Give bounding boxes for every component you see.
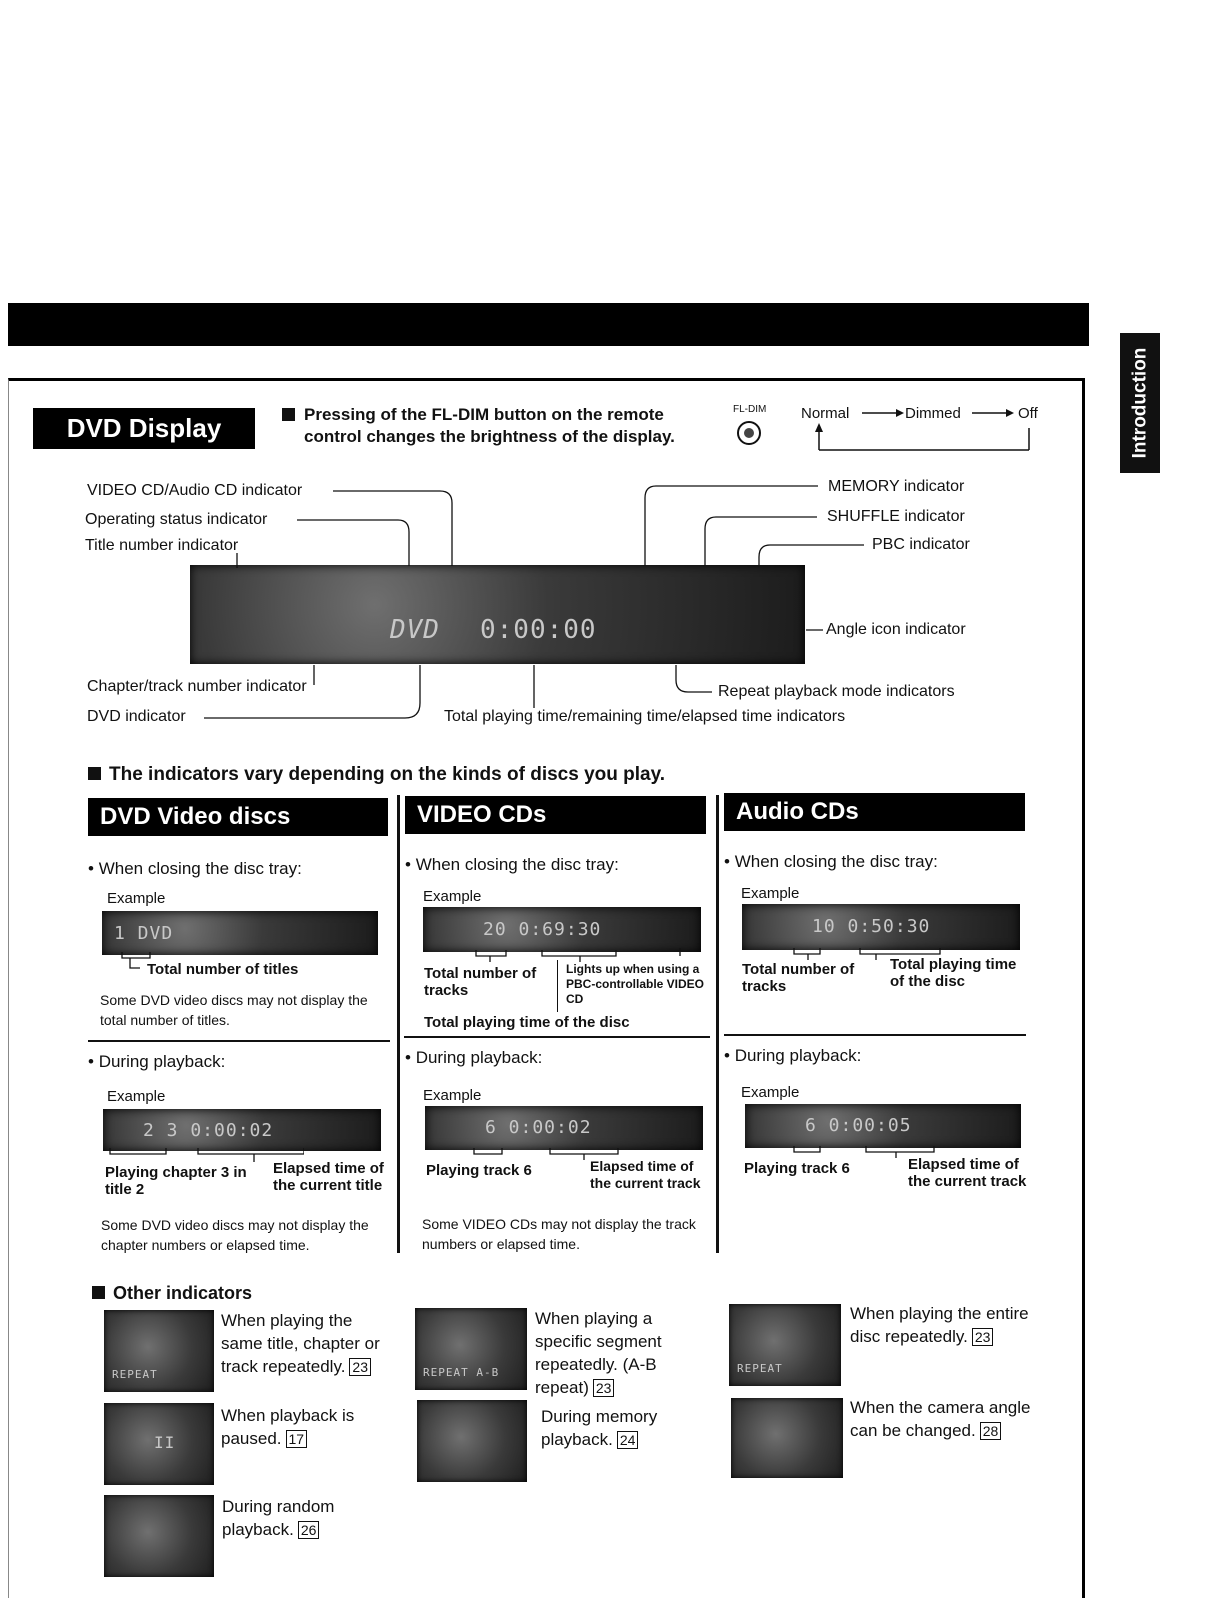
other-lcd-angle	[731, 1398, 843, 1478]
dvd-playback: • During playback:	[88, 1052, 226, 1071]
vcd-example-2: Example	[423, 1087, 482, 1104]
callout-pbc: PBC indicator	[872, 536, 970, 553]
other-lcd-memory	[417, 1400, 527, 1482]
dvd-remark-2: Some DVD video discs may not display the chapter numbers or elapsed time.	[101, 1217, 369, 1253]
other-lcd-pause-text: II	[154, 1433, 176, 1452]
callout-title-number: Title number indicator	[85, 537, 239, 554]
dvd-video-heading-text: DVD Video discs	[100, 803, 291, 830]
other-item-3	[222, 1495, 397, 1541]
callout-angle: Angle icon indicator	[826, 621, 966, 638]
other-lcd-ab-repeat-text: REPEAT A-B	[423, 1366, 500, 1379]
page-ref-23b: 23	[593, 1379, 615, 1397]
callout-chapter: Chapter/track number indicator	[87, 678, 307, 695]
dvd-remark-1: Some DVD video discs may not display the total number of titles.	[100, 992, 368, 1028]
brightness-normal: Normal	[801, 405, 850, 422]
vcd-note-1b: Lights up when using a PBC-controllable VIDEO CD	[566, 962, 705, 1006]
dvd-display-heading	[33, 408, 255, 449]
acd-lcd-playback-text: 6 0:00:05	[805, 1115, 912, 1136]
brightness-off: Off	[1018, 405, 1038, 422]
other-item-3-text: During random playback.	[222, 1497, 335, 1539]
other-item-1	[221, 1309, 396, 1378]
other-item-4	[535, 1307, 710, 1399]
vcd-lcd-closing	[423, 907, 701, 952]
other-item-2-text: When playback is paused.	[221, 1406, 355, 1448]
vcd-note-1c: Total playing time of the disc	[424, 1014, 630, 1031]
vary-heading	[88, 764, 665, 786]
top-black-bar	[8, 303, 1089, 346]
fl-dim-note-text: Pressing of the FL-DIM button on the remote control changes the brightness of the display.	[304, 405, 675, 446]
section-tab	[1120, 333, 1160, 473]
acd-example-2: Example	[741, 1084, 800, 1101]
other-item-7	[850, 1396, 1050, 1442]
video-cd-heading-text: VIDEO CDs	[417, 801, 547, 828]
other-lcd-repeat	[104, 1310, 214, 1392]
other-lcd-disc-repeat-text: REPEAT	[737, 1362, 783, 1375]
audio-cd-heading	[724, 793, 1025, 831]
dvd-label-2b: Elapsed time of the current title	[273, 1160, 384, 1194]
acd-playback: • During playback:	[724, 1046, 862, 1065]
acd-example-1: Example	[741, 885, 800, 902]
dvd-video-heading	[88, 798, 388, 836]
page-ref-24: 24	[617, 1431, 639, 1449]
callout-repeat: Repeat playback mode indicators	[718, 683, 955, 700]
other-item-6	[850, 1302, 1045, 1348]
acd-label-2a: Playing track 6	[744, 1160, 850, 1177]
display-dvd-text: DVD	[390, 615, 440, 645]
dvd-note-1: Total number of titles	[147, 961, 299, 978]
fl-dim-note	[282, 404, 712, 448]
section-tab-label: Introduction	[1129, 347, 1150, 459]
fl-dim-label: FL-DIM	[733, 404, 767, 415]
page-ref-23c: 23	[972, 1328, 994, 1346]
callout-video-cd: VIDEO CD/Audio CD indicator	[87, 482, 303, 499]
other-lcd-pause	[104, 1403, 214, 1485]
dvd-lcd-playback-text: 2 3 0:00:02	[143, 1120, 274, 1141]
other-item-4-text: When playing a specific segment repeatedly. (A-B repeat)	[535, 1309, 662, 1397]
page-ref-23: 23	[349, 1358, 371, 1376]
other-heading-text: Other indicators	[113, 1283, 253, 1303]
page-ref-26: 26	[298, 1521, 320, 1539]
dvd-display-heading-text: DVD Display	[66, 413, 222, 443]
brightness-cycle-arrows	[800, 404, 1040, 456]
vcd-example-1: Example	[423, 888, 482, 905]
other-item-5	[541, 1405, 706, 1451]
page-ref-28: 28	[980, 1422, 1002, 1440]
vcd-label-2b: Elapsed time of the current track	[590, 1158, 701, 1191]
acd-closing: • When closing the disc tray:	[724, 852, 938, 871]
callout-total-time: Total playing time/remaining time/elapsed time indicators	[444, 708, 846, 725]
fl-dim-button-icon	[736, 420, 762, 446]
row-divider-acd	[724, 1034, 1026, 1036]
page-ref-17: 17	[286, 1430, 308, 1448]
video-cd-heading	[405, 796, 706, 834]
other-item-7-text: When the camera angle can be changed.	[850, 1398, 1031, 1440]
audio-cd-heading-text: Audio CDs	[736, 798, 859, 825]
dvd-example-1: Example	[107, 890, 166, 907]
dvd-lcd-playback	[103, 1109, 381, 1151]
callout-memory: MEMORY indicator	[828, 478, 965, 495]
display-digits: 0:00:00	[480, 615, 597, 645]
dvd-label-2a: Playing chapter 3 in title 2	[105, 1164, 247, 1198]
column-divider-2	[716, 795, 719, 1253]
acd-lcd-closing-text: 10 0:50:30	[812, 916, 931, 937]
vary-heading-text: The indicators vary depending on the kinds of discs you play.	[109, 764, 666, 785]
other-lcd-ab-repeat	[415, 1308, 527, 1390]
dvd-example-2: Example	[107, 1088, 166, 1105]
acd-lcd-closing	[742, 904, 1020, 950]
dvd-lcd-closing	[102, 911, 378, 955]
vcd-closing: • When closing the disc tray:	[405, 855, 619, 874]
other-item-6-text: When playing the entire disc repeatedly.	[850, 1304, 1029, 1346]
vcd-playback: • During playback:	[405, 1048, 543, 1067]
acd-note-1a: Total number of tracks	[742, 961, 855, 995]
row-divider-dvd	[88, 1040, 390, 1042]
callout-dvd: DVD indicator	[87, 708, 186, 725]
other-heading	[92, 1283, 252, 1304]
other-item-2	[221, 1404, 396, 1450]
vcd-note-separator	[557, 960, 558, 1012]
vcd-remark-2: Some VIDEO CDs may not display the track numbers or elapsed time.	[422, 1216, 696, 1252]
row-divider-vcd	[404, 1036, 710, 1038]
acd-lcd-playback	[745, 1104, 1021, 1148]
acd-note-1b: Total playing time of the disc	[890, 956, 1017, 990]
dvd-closing: • When closing the disc tray:	[88, 859, 302, 878]
other-item-1-text: When playing the same title, chapter or track repeatedly.	[221, 1311, 380, 1376]
vcd-lcd-playback-text: 6 0:00:02	[485, 1117, 592, 1138]
vcd-note-1a: Total number of tracks	[424, 965, 537, 999]
other-lcd-random	[104, 1495, 214, 1577]
vcd-lcd-closing-text: 20 0:69:30	[483, 919, 602, 940]
vcd-label-2a: Playing track 6	[426, 1162, 532, 1179]
other-lcd-repeat-text: REPEAT	[112, 1368, 158, 1381]
callout-operating: Operating status indicator	[85, 511, 268, 528]
vcd-lcd-playback	[425, 1106, 703, 1150]
callout-shuffle: SHUFFLE indicator	[827, 508, 965, 525]
other-lcd-disc-repeat	[729, 1304, 841, 1386]
acd-label-2b: Elapsed time of the current track	[908, 1156, 1027, 1190]
brightness-dimmed: Dimmed	[905, 405, 961, 422]
other-item-5-text: During memory playback.	[541, 1407, 658, 1449]
dvd-lcd-closing-text: 1 DVD	[114, 923, 174, 944]
column-divider-1	[397, 795, 400, 1253]
